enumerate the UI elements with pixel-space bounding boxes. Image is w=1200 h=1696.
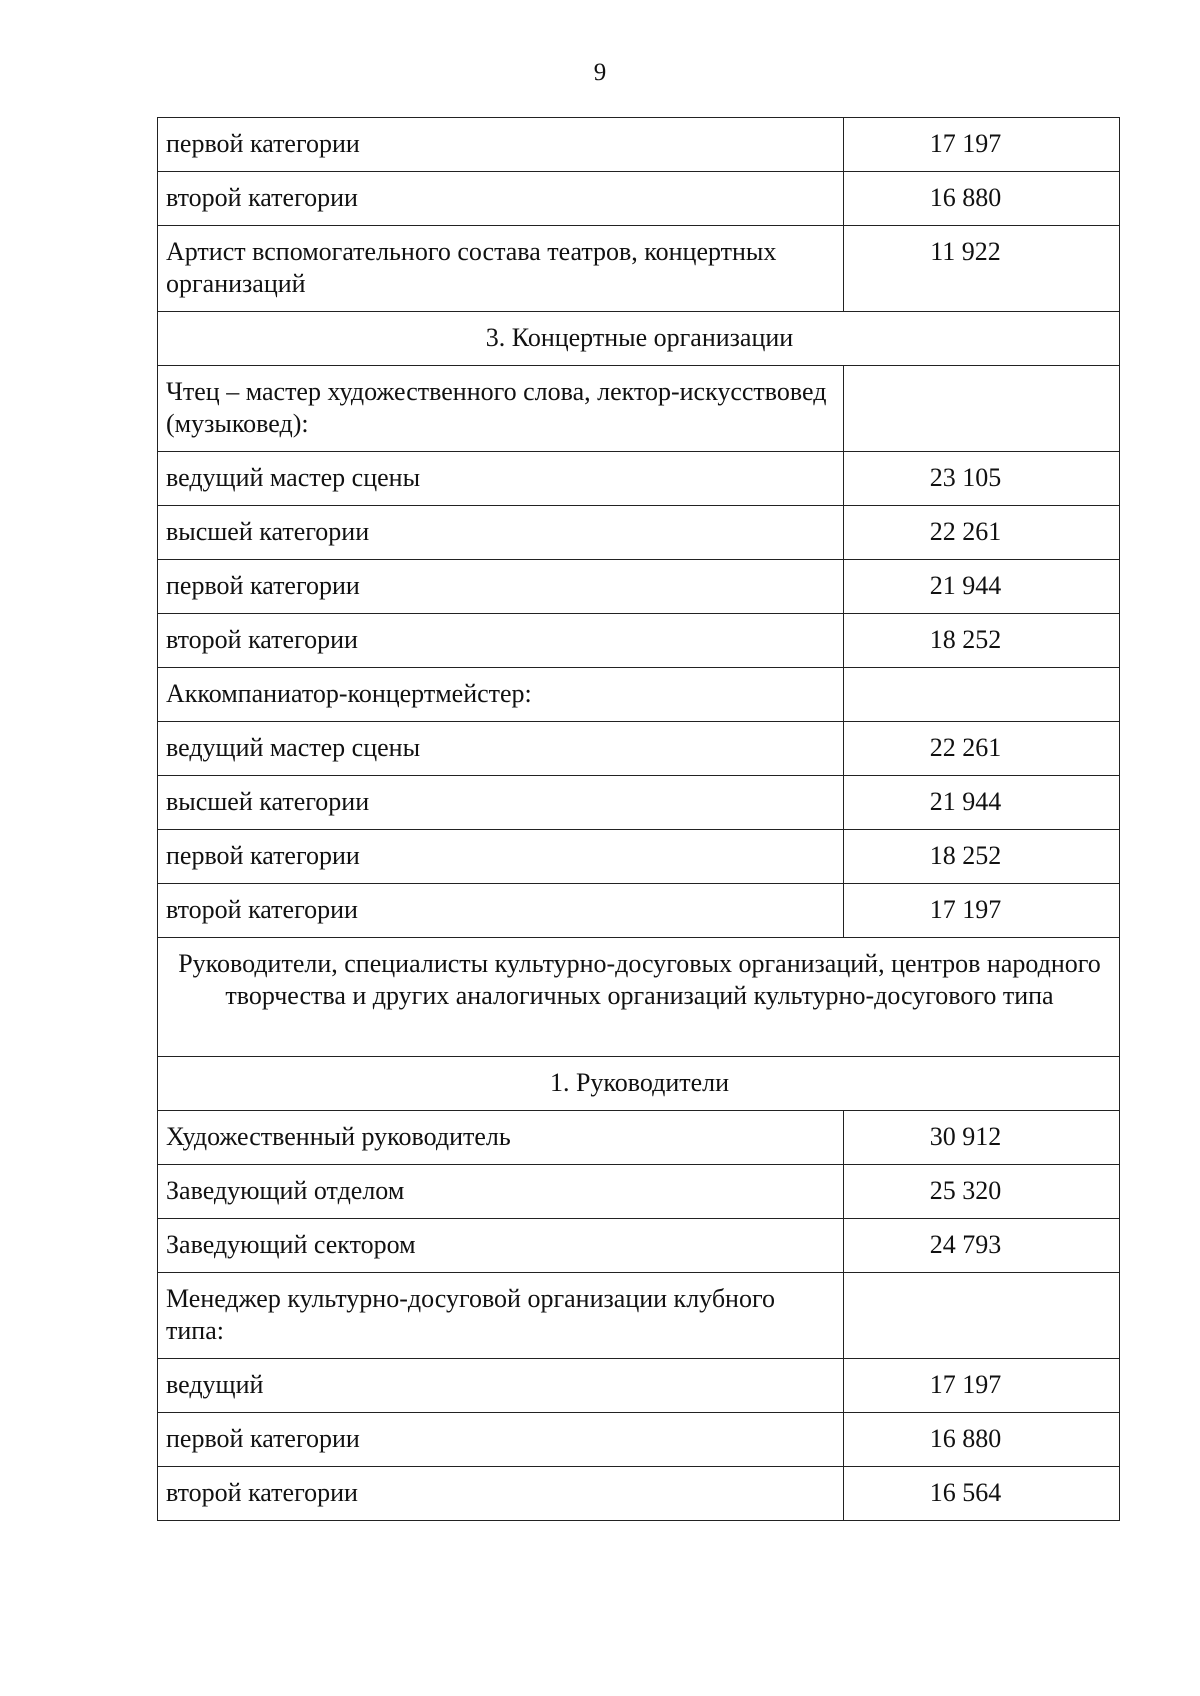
position-name: первой категории bbox=[158, 560, 844, 614]
salary-value: 24 793 bbox=[844, 1219, 1120, 1273]
section-heading: 1. Руководители bbox=[158, 1057, 1120, 1111]
table-row bbox=[158, 776, 1120, 830]
position-name: Аккомпаниатор-концертмейстер: bbox=[158, 668, 844, 722]
table-row bbox=[158, 1165, 1120, 1219]
salary-value: 16 564 bbox=[844, 1467, 1120, 1521]
table-row bbox=[158, 172, 1120, 226]
section-row bbox=[158, 1057, 1120, 1111]
table-row bbox=[158, 118, 1120, 172]
position-name: второй категории bbox=[158, 884, 844, 938]
position-name: ведущий мастер сцены bbox=[158, 722, 844, 776]
salary-value: 23 105 bbox=[844, 452, 1120, 506]
table-row bbox=[158, 1413, 1120, 1467]
salary-value: 11 922 bbox=[844, 226, 1120, 312]
salary-value: 17 197 bbox=[844, 118, 1120, 172]
table-row bbox=[158, 1219, 1120, 1273]
salary-value: 22 261 bbox=[844, 722, 1120, 776]
position-name: первой категории bbox=[158, 118, 844, 172]
table-row bbox=[158, 668, 1120, 722]
salary-value: 18 252 bbox=[844, 614, 1120, 668]
table-row bbox=[158, 1111, 1120, 1165]
position-name: ведущий мастер сцены bbox=[158, 452, 844, 506]
salary-value: 17 197 bbox=[844, 884, 1120, 938]
table-row bbox=[158, 722, 1120, 776]
table-row bbox=[158, 614, 1120, 668]
salary-value: 22 261 bbox=[844, 506, 1120, 560]
salary-table bbox=[157, 117, 1120, 1521]
position-name: высшей категории bbox=[158, 776, 844, 830]
salary-value: 30 912 bbox=[844, 1111, 1120, 1165]
section-heading: Руководители, специалисты культурно-досуговых организаций, центров народного творчества и других аналогичных организаций культурно-досугового типа bbox=[158, 938, 1120, 1057]
salary-value bbox=[844, 1273, 1120, 1359]
position-name: первой категории bbox=[158, 1413, 844, 1467]
page-number: 9 bbox=[593, 59, 607, 86]
position-name: ведущий bbox=[158, 1359, 844, 1413]
section-row bbox=[158, 938, 1120, 1057]
table-row bbox=[158, 1467, 1120, 1521]
position-name: Чтец – мастер художественного слова, лектор-искусствовед (музыковед): bbox=[158, 366, 844, 452]
position-name: первой категории bbox=[158, 830, 844, 884]
table-row bbox=[158, 884, 1120, 938]
table-row bbox=[158, 1273, 1120, 1359]
position-name: второй категории bbox=[158, 1467, 844, 1521]
position-name: Менеджер культурно-досуговой организации клубного типа: bbox=[158, 1273, 844, 1359]
table-row bbox=[158, 366, 1120, 452]
salary-value: 17 197 bbox=[844, 1359, 1120, 1413]
salary-value: 16 880 bbox=[844, 1413, 1120, 1467]
position-name: второй категории bbox=[158, 614, 844, 668]
salary-value bbox=[844, 366, 1120, 452]
salary-value bbox=[844, 668, 1120, 722]
table-row bbox=[158, 226, 1120, 312]
position-name: Заведующий отделом bbox=[158, 1165, 844, 1219]
salary-value: 25 320 bbox=[844, 1165, 1120, 1219]
position-name: Заведующий сектором bbox=[158, 1219, 844, 1273]
salary-value: 18 252 bbox=[844, 830, 1120, 884]
table-row bbox=[158, 452, 1120, 506]
table-row bbox=[158, 506, 1120, 560]
position-name: второй категории bbox=[158, 172, 844, 226]
section-heading: 3. Концертные организации bbox=[158, 312, 1120, 366]
salary-value: 16 880 bbox=[844, 172, 1120, 226]
table-row bbox=[158, 1359, 1120, 1413]
table-row bbox=[158, 830, 1120, 884]
table-row bbox=[158, 560, 1120, 614]
section-row bbox=[158, 312, 1120, 366]
salary-value: 21 944 bbox=[844, 776, 1120, 830]
position-name: Артист вспомогательного состава театров, концертных организаций bbox=[158, 226, 844, 312]
position-name: Художественный руководитель bbox=[158, 1111, 844, 1165]
salary-value: 21 944 bbox=[844, 560, 1120, 614]
position-name: высшей категории bbox=[158, 506, 844, 560]
